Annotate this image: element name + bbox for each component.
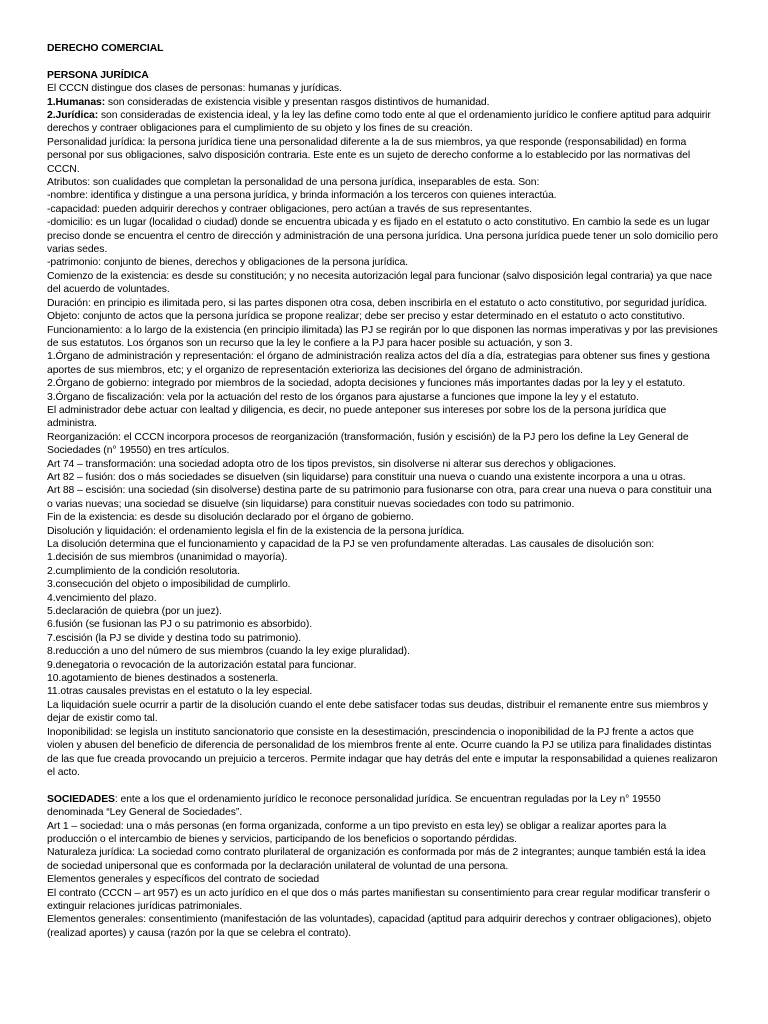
juridica-label: 2.Jurídica: bbox=[47, 110, 99, 122]
paragraph-disolucion-2: La disolución determina que el funcionamiento y capacidad de la PJ se ven profundamente alteradas. Las causales de disolución son: bbox=[47, 539, 655, 551]
paragraph-atributos: Atributos: son cualidades que completan la personalidad de una persona jurídica, inseparables de esta. Son: bbox=[47, 177, 540, 189]
paragraph-inoponibilidad: Inoponibilidad: se legisla un instituto sancionatorio que consiste en la desestimación, prescindencia o inoponibilidad de la PJ frente a actos que violen y abusen del beneficio de diferencia de personalidad de los miembros frente al ente. Ocurre cuando la PJ se utiliza para finalidades distintas de las que fue creada provocando un prejuicio a terceros. Permite indagar que hay detrás del ente e imputar la responsabilidad a quienes realizaron el acto. bbox=[47, 726, 718, 778]
sociedades-label: SOCIEDADES bbox=[47, 793, 115, 805]
paragraph-organo-1: 1.Órgano de administración y representación: el órgano de administración realiza actos del día a día, estrategias para obtener sus fines y gestiona aportes de sus miembros, etc; y el organizo de representación exterioriza las decisiones del órgano de administración. bbox=[47, 351, 710, 376]
causal-item: 2.cumplimiento de la condición resolutoria. bbox=[47, 565, 240, 577]
paragraph-capacidad: -capacidad: pueden adquirir derechos y contraer obligaciones, pero actúan a través de sus representantes. bbox=[47, 203, 532, 215]
paragraph-duracion: Duración: en principio es ilimitada pero, si las partes disponen otra cosa, deben inscribirla en el estatuto o acto constitutivo, por seguridad jurídica. bbox=[47, 297, 708, 309]
paragraph-humanas bbox=[47, 96, 718, 109]
paragraph-nombre: -nombre: identifica y distingue a una persona jurídica, y brinda información a los terceros con quienes interactúa. bbox=[47, 190, 557, 202]
paragraph-elementos-generales: Elementos generales: consentimiento (manifestación de las voluntades), capacidad (aptitud para adquirir derechos y contraer obligaciones), objeto (realizad aportes) y causa (razón por la que se celebra el contrato). bbox=[47, 914, 712, 939]
causal-item: 1.decisión de sus miembros (unanimidad o mayoría). bbox=[47, 552, 288, 564]
paragraph-naturaleza: Naturaleza jurídica: La sociedad como contrato plurilateral de organización es conformada por más de 2 integrantes; aunque también está la idea de sociedad unipersonal que es conformada por la declaración unilateral de voluntad de una persona. bbox=[47, 847, 706, 872]
paragraph-contrato: El contrato (CCCN – art 957) es un acto jurídico en el que dos o más partes manifiestan su consentimiento para crear regular modificar transferir o extinguir relaciones jurídicas patrimoniales. bbox=[47, 887, 710, 912]
causal-item: 9.denegatoria o revocación de la autorización estatal para funcionar. bbox=[47, 659, 357, 671]
paragraph-elementos: Elementos generales y específicos del contrato de sociedad bbox=[47, 874, 320, 886]
paragraph-administrador: El administrador debe actuar con lealtad y diligencia, es decir, no puede anteponer sus intereses por sobre los de la persona jurídica que administra. bbox=[47, 404, 667, 430]
paragraph-disolucion: Disolución y liquidación: el ordenamiento legisla el fin de la existencia de la persona jurídica. bbox=[47, 525, 465, 537]
paragraph-reorganizacion: Reorganización: el CCCN incorpora procesos de reorganización (transformación, fusión y escisión) de la PJ pero los define la Ley General de Sociedades (n° 19550) en tres artículos. bbox=[47, 431, 689, 457]
document-title: DERECHO COMERCIAL bbox=[47, 43, 164, 54]
paragraph-sociedades bbox=[47, 793, 718, 820]
paragraph-objeto: Objeto: conjunto de actos que la persona jurídica se propone realizar; debe ser preciso y estar determinado en el estatuto o acto constitutivo. bbox=[47, 311, 685, 323]
paragraph-juridica bbox=[47, 109, 718, 136]
paragraph-domicilio: -domicilio: es un lugar (localidad o ciudad) donde se encuentra ubicada y es fijado en el estatuto o acto constitutivo. En cambio la sede es un lugar preciso donde se encuentra el centro de dirección y administración de una persona jurídica. Una persona jurídica puede tener un solo domicilio pero varias sedes. bbox=[47, 217, 718, 256]
causal-item: 5.declaración de quiebra (por un juez). bbox=[47, 606, 222, 618]
causal-item: 3.consecución del objeto o imposibilidad de cumplirlo. bbox=[47, 579, 291, 591]
causal-item: 8.reducción a uno del número de sus miembros (cuando la ley exige pluralidad). bbox=[47, 646, 410, 658]
paragraph-personalidad: Personalidad jurídica: la persona jurídica tiene una personalidad diferente a la de sus miembros, ya que responde (responsabilidad) en forma personal por sus obligaciones, salvo disposición contraria. Este ente es un sujeto de derecho conforme a lo establecido por las normativas del CCCN. bbox=[47, 136, 691, 175]
paragraph-comienzo: Comienzo de la existencia: es desde su constitución; y no necesita autorización legal para funcionar (salvo disposición legal contraria) ya que nace del acuerdo de voluntades. bbox=[47, 270, 713, 296]
paragraph-funcionamiento: Funcionamiento: a lo largo de la existencia (en principio ilimitada) las PJ se regirán por lo que disponen las normas imperativas y por las previsiones de sus estatutos. Los órganos son un recurso que la ley le confiere a la PJ para hacer posible su actuación, y son 3. bbox=[47, 324, 718, 349]
paragraph-intro: El CCCN distingue dos clases de personas: humanas y jurídicas. bbox=[47, 83, 342, 95]
causal-item: 4.vencimiento del plazo. bbox=[47, 592, 157, 604]
humanas-text: son consideradas de existencia visible y presentan rasgos distintivos de humanidad. bbox=[105, 96, 490, 108]
juridica-text: son consideradas de existencia ideal, y la ley las define como todo ente al que el ordenamiento jurídico le confiere aptitud para adquirir derechos y contraer obligaciones para el cumplimiento de su objeto y los fines de su creación. bbox=[47, 110, 711, 135]
paragraph-art-82: Art 82 – fusión: dos o más sociedades se disuelven (sin liquidarse) para constituir una nueva o cuando una existente incorpora a una u otras. bbox=[47, 471, 686, 483]
paragraph-organo-3: 3.Órgano de fiscalización: vela por la actuación del resto de los órganos para ajustarse a funciones que impone la ley y el estatuto. bbox=[47, 391, 639, 403]
section-heading-persona-juridica: PERSONA JURÍDICA bbox=[47, 69, 149, 81]
paragraph-organo-2: 2.Órgano de gobierno: integrado por miembros de la sociedad, adopta decisiones y funciones más importantes dadas por la ley y el estatuto. bbox=[47, 378, 686, 390]
paragraph-fin: Fin de la existencia: es desde su disolución declarado por el órgano de gobierno. bbox=[47, 512, 414, 524]
paragraph-art-88: Art 88 – escisión: una sociedad (sin disolverse) destina parte de su patrimonio para fusionarse con otra, para crear una nueva o para constituir una o varias nuevas; una sociedad se disuelve (sin liquidarse) para constituir nuevas sociedades con todo su patrimonio. bbox=[47, 485, 712, 510]
paragraph-patrimonio: -patrimonio: conjunto de bienes, derechos y obligaciones de la persona jurídica. bbox=[47, 257, 408, 269]
sociedades-text: : ente a los que el ordenamiento jurídico le reconoce personalidad jurídica. Se encuentran reguladas por la Ley n° 19550 denominada “Ley General de Sociedades”. bbox=[47, 793, 661, 819]
section-spacer bbox=[47, 779, 718, 792]
paragraph-art-1: Art 1 – sociedad: una o más personas (en forma organizada, conforme a un tipo previsto en esta ley) se obligar a realizar aportes para la producción o el intercambio de bienes y servicios, participando de los beneficios o soportando pérdidas. bbox=[47, 820, 667, 845]
causal-item: 10.agotamiento de bienes destinados a sostenerla. bbox=[47, 673, 279, 685]
humanas-label: 1.Humanas: bbox=[47, 96, 106, 108]
paragraph-liquidacion: La liquidación suele ocurrir a partir de la disolución cuando el ente debe satisfacer todas sus deudas, distribuir el remanente entre sus miembros y dejar de existir como tal. bbox=[47, 699, 709, 725]
paragraph-art-74: Art 74 – transformación: una sociedad adopta otro de los tipos previstos, sin disolverse ni alterar sus derechos y obligaciones. bbox=[47, 458, 617, 470]
causal-item: 7.escisión (la PJ se divide y destina todo su patrimonio). bbox=[47, 632, 302, 644]
causal-item: 6.fusión (se fusionan las PJ o su patrimonio es absorbido). bbox=[47, 619, 313, 631]
causal-item: 11.otras causales previstas en el estatuto o la ley especial. bbox=[47, 686, 313, 698]
